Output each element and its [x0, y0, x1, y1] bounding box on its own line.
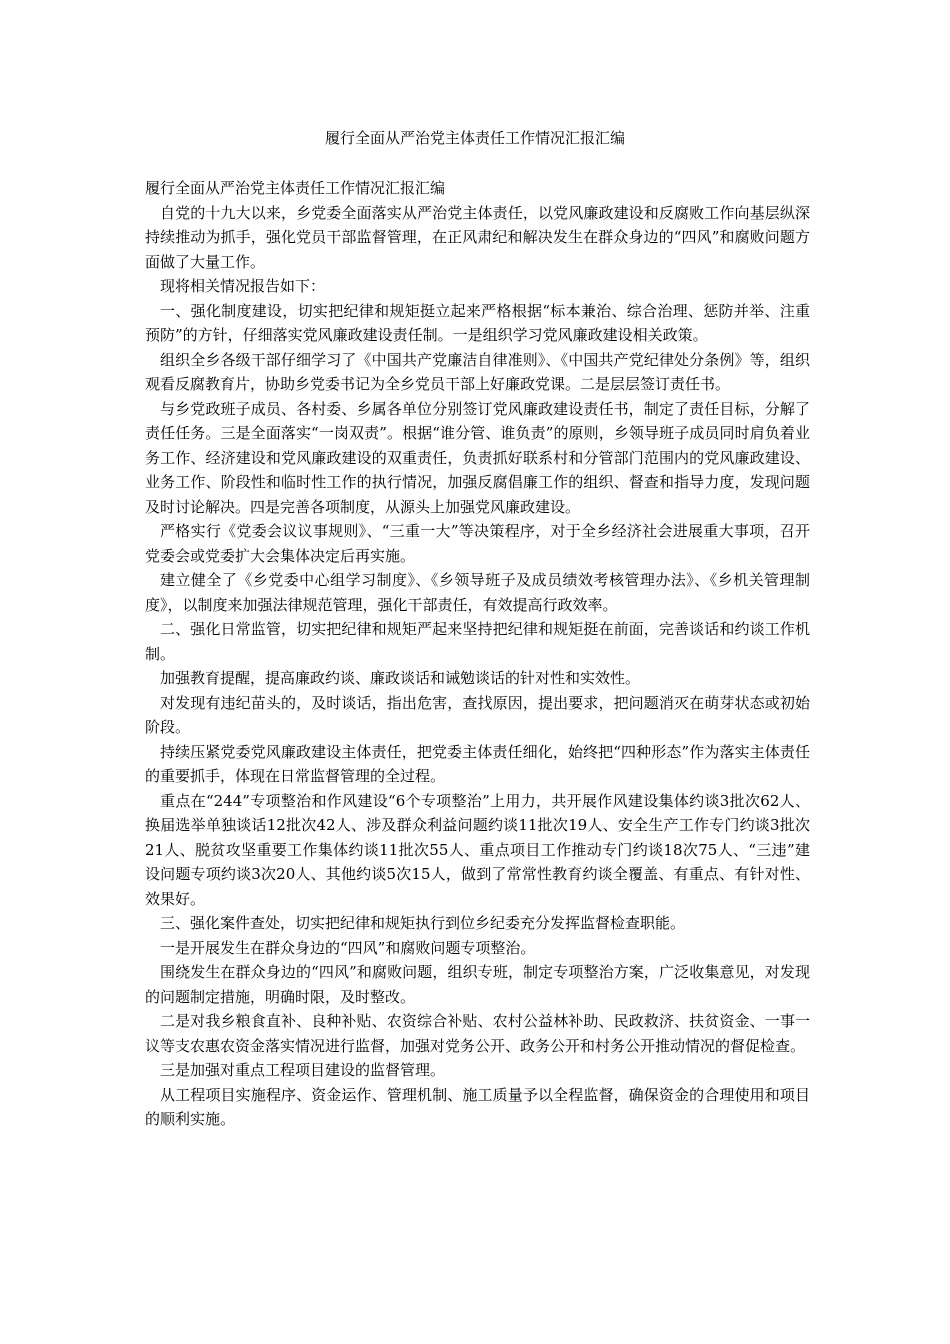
paragraph-16: 二是对我乡粮食直补、良种补贴、农资综合补贴、农村公益林补助、民政救济、扶贫资金、一事一议等支农惠农资金落实情况进行监督，加强对党务公开、政务公开和村务公开推动情况的督促检查。	[145, 1012, 810, 1055]
paragraph-3: 一、强化制度建设，切实把纪律和规矩挺立起来严格根据“标本兼治、综合治理、惩防并举、注重预防”的方针，仔细落实党风廉政建设责任制。一是组织学习党风廉政建设相关政策。	[145, 301, 810, 344]
paragraph-17: 三是加强对重点工程项目建设的监督管理。	[160, 1061, 446, 1079]
paragraph-6: 严格实行《党委会议议事规则》、“三重一大”等决策程序，对于全乡经济社会进展重大事项，召开党委会或党委扩大会集体决定后再实施。	[145, 522, 810, 565]
paragraph-8: 二、强化日常监管，切实把纪律和规矩严起来坚持把纪律和规矩挺在前面，完善谈话和约谈工作机制。	[145, 620, 810, 663]
paragraph-2: 现将相关情况报告如下：	[160, 277, 326, 295]
document-title: 履行全面从严治党主体责任工作情况汇报汇编	[324, 129, 625, 147]
paragraph-13: 三、强化案件查处，切实把纪律和规矩执行到位乡纪委充分发挥监督检查职能。	[160, 914, 686, 932]
paragraph-14: 一是开展发生在群众身边的“四风”和腐败问题专项整治。	[160, 938, 536, 957]
paragraph-1: 自党的十九大以来，乡党委全面落实从严治党主体责任，以党风廉政建设和反腐败工作向基层纵深持续推动为抓手，强化党员干部监督管理，在正风肃纪和解决发生在群众身边的“四风”和腐败问题方面做了大量工作。	[145, 203, 810, 271]
paragraph-5: 与乡党政班子成员、各村委、乡属各单位分别签订党风廉政建设责任书，制定了责任目标，分解了责任任务。三是全面落实“一岗双责”。根据“谁分管、谁负责”的原则，乡领导班子成员同时肩负着业务工作、经济建设和党风廉政建设的双重责任，负责抓好联系村和分管部门范围内的党风廉政建设、业务工作、阶段性和临时性工作的执行情况，加强反腐倡廉工作的组织、督查和指导力度，发现问题及时讨论解决。四是完善各项制度，从源头上加强党风廉政建设。	[145, 399, 810, 516]
document-subtitle: 履行全面从严治党主体责任工作情况汇报汇编	[145, 179, 446, 197]
paragraph-15: 围绕发生在群众身边的“四风”和腐败问题，组织专班，制定专项整治方案，广泛收集意见，对发现的问题制定措施，明确时限，及时整改。	[145, 963, 810, 1006]
document-body	[145, 176, 810, 1132]
paragraph-11: 持续压紧党委党风廉政建设主体责任，把党委主体责任细化，始终把“四种形态”作为落实主体责任的重要抓手，体现在日常监督管理的全过程。	[145, 742, 810, 785]
paragraph-12: 重点在“244”专项整治和作风建设“6个专项整治”上用力，共开展作风建设集体约谈3批次62人、换届选举单独谈话12批次42人、涉及群众利益问题约谈11批次19人、安全生产工作专门约谈3批次21人、脱贫攻坚重要工作集体约谈11批次55人、重点项目工作推动专门约谈18次75人、“三违”建设问题专项约谈3次20人、其他约谈5次15人，做到了常常性教育约谈全覆盖、有重点、有针对性、效果好。	[145, 791, 810, 908]
paragraph-4: 组织全乡各级干部仔细学习了《中国共产党廉洁自律准则》、《中国共产党纪律处分条例》等，组织观看反腐教育片，协助乡党委书记为全乡党员干部上好廉政党课。二是层层签订责任书。	[145, 350, 810, 393]
paragraph-9: 加强教育提醒，提高廉政约谈、廉政谈话和诫勉谈话的针对性和实效性。	[160, 669, 641, 687]
paragraph-7: 建立健全了《乡党委中心组学习制度》、《乡领导班子及成员绩效考核管理办法》、《乡机关管理制度》，以制度来加强法律规范管理，强化干部责任，有效提高行政效率。	[145, 571, 810, 614]
paragraph-10: 对发现有违纪苗头的，及时谈话，指出危害，查找原因，提出要求，把问题消灭在萌芽状态或初始阶段。	[145, 693, 810, 736]
paragraph-18: 从工程项目实施程序、资金运作、管理机制、施工质量予以全程监督，确保资金的合理使用和项目的顺利实施。	[145, 1085, 810, 1128]
